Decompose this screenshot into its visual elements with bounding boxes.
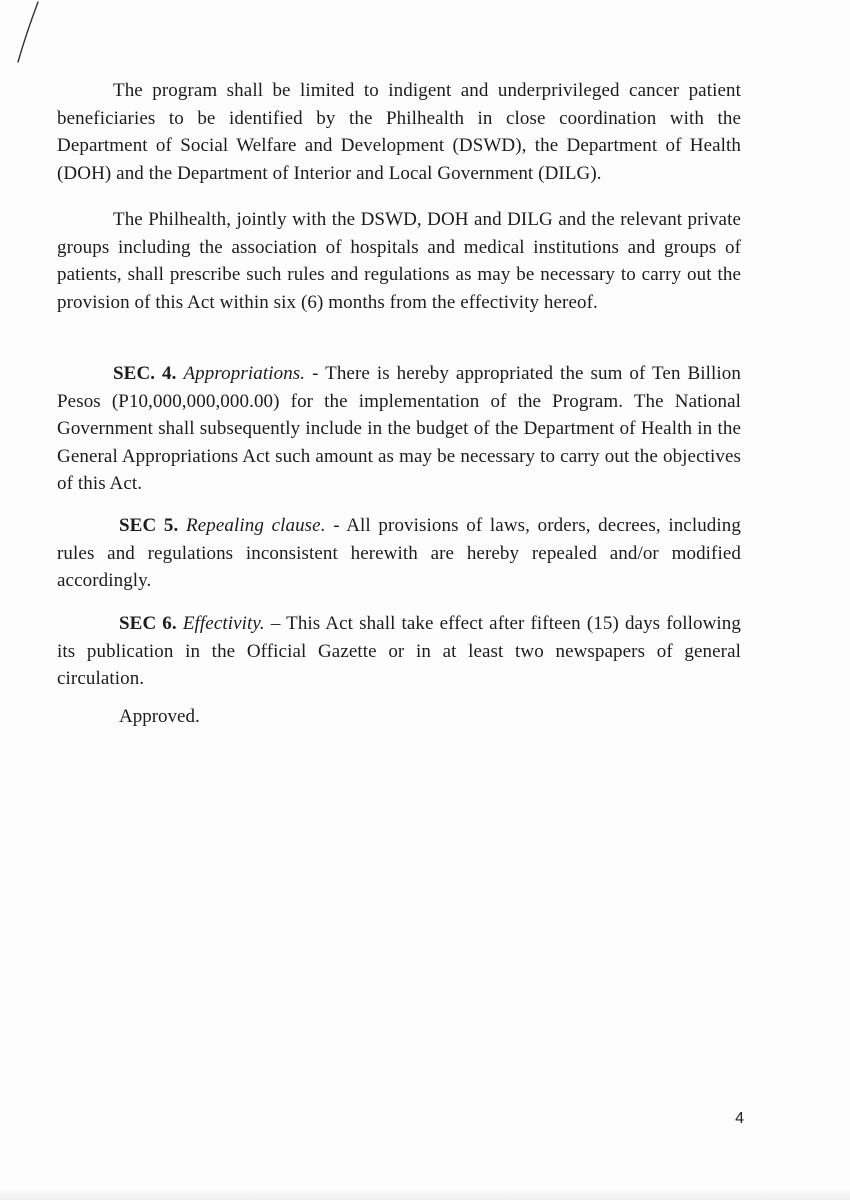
section-number: SEC. 4. xyxy=(113,363,177,384)
paragraph-rules-regulations xyxy=(57,206,741,316)
page-bottom-edge xyxy=(0,1188,850,1200)
section-body: - There is hereby appropriated the sum of Ten Billion Pesos (P10,000,000,000.00) for the implementation of the Program. The National Government shall subsequently include in the budget of the Department of Health in the General Appropriations Act such amount as may be necessary to carry out the objectives of this Act. xyxy=(57,363,741,494)
section-number: SEC 6. xyxy=(119,613,177,634)
section-4-appropriations xyxy=(57,360,741,498)
paragraph-text: The Philhealth, jointly with the DSWD, DOH and DILG and the relevant private groups including the association of hospitals and medical institutions and groups of patients, shall prescribe such rules and regulations as may be necessary to carry out the provision of this Act within six (6) months from the effectivity hereof. xyxy=(57,209,741,313)
page-number: 4 xyxy=(735,1110,744,1127)
paragraph-text: The program shall be limited to indigent and underprivileged cancer patient beneficiaries to be identified by the Philhealth in close coordination with the Department of Social Welfare and Development (DSWD), the Department of Health (DOH) and the Department of Interior and Local Government (DILG). xyxy=(57,80,741,184)
section-title: Appropriations. xyxy=(183,363,306,384)
approved-closing: Approved. xyxy=(119,706,200,727)
section-5-repealing-clause xyxy=(57,512,741,595)
section-body: - All provisions of laws, orders, decrees, including rules and regulations inconsistent herewith are hereby repealed and/or modified accordingly. xyxy=(57,515,741,591)
paragraph-program-limits xyxy=(57,77,741,187)
section-title: Effectivity. xyxy=(182,613,265,634)
section-6-effectivity xyxy=(57,610,741,693)
section-body: – This Act shall take effect after fifteen (15) days following its publication in the Official Gazette or in at least two newspapers of general circulation. xyxy=(57,613,742,689)
section-title: Repealing clause. xyxy=(186,515,326,536)
section-number: SEC 5. xyxy=(119,515,179,536)
pen-stroke-mark xyxy=(8,0,48,70)
